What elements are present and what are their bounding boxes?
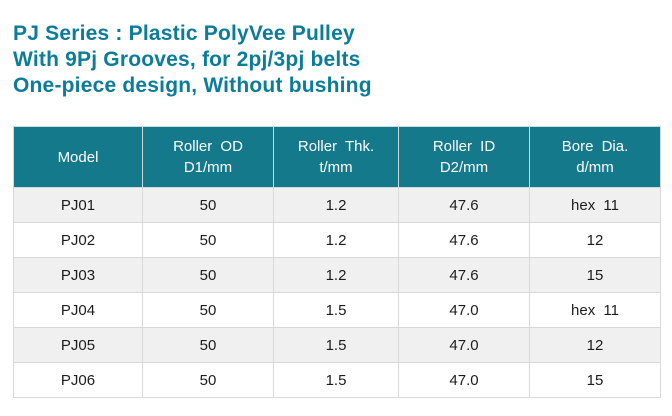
table-cell: 50 (143, 223, 274, 258)
table-cell: 47.0 (399, 363, 530, 398)
column-header-bore-dia (530, 127, 661, 188)
table-cell: 47.6 (399, 188, 530, 223)
table-cell: 15 (530, 258, 661, 293)
column-header-roller-thk (274, 127, 399, 188)
table-cell: 50 (143, 293, 274, 328)
title-line-2: With 9Pj Grooves, for 2pj/3pj belts (13, 48, 361, 71)
table-row (14, 188, 661, 223)
table-cell: 50 (143, 328, 274, 363)
table-cell: 50 (143, 363, 274, 398)
table-cell: 1.2 (274, 223, 399, 258)
table-row (14, 293, 661, 328)
table-cell: PJ02 (14, 223, 143, 258)
table-cell: 1.2 (274, 188, 399, 223)
column-header-unit: d/mm (576, 159, 614, 176)
title-line-1: PJ Series : Plastic PolyVee Pulley (13, 22, 355, 45)
table-cell: 12 (530, 328, 661, 363)
column-header-roller-od (143, 127, 274, 188)
table-row (14, 328, 661, 363)
table-body (14, 188, 661, 398)
column-header-unit: D1/mm (183, 159, 233, 176)
table-cell: PJ05 (14, 328, 143, 363)
table-cell: 50 (143, 188, 274, 223)
column-header-label: Roller OD (173, 138, 243, 155)
table-header-row (14, 127, 661, 188)
column-header-unit: t/mm (319, 159, 353, 176)
column-header-unit: D2/mm (439, 159, 489, 176)
table-cell: 1.5 (274, 363, 399, 398)
pj-series-spec-table (13, 126, 661, 398)
column-header-label: Model (57, 148, 99, 166)
column-header-roller-id (399, 127, 530, 188)
column-header-label: Roller ID (432, 138, 496, 155)
table-cell: 47.0 (399, 293, 530, 328)
table-cell: 15 (530, 363, 661, 398)
table-cell: PJ03 (14, 258, 143, 293)
table-cell: PJ01 (14, 188, 143, 223)
table-cell: 47.6 (399, 223, 530, 258)
column-header-label: Roller Thk. (297, 138, 375, 155)
table-row (14, 223, 661, 258)
table-cell: 12 (530, 223, 661, 258)
table-cell: 1.5 (274, 328, 399, 363)
table-cell: hex 11 (530, 293, 661, 328)
table-row (14, 363, 661, 398)
table-cell: 50 (143, 258, 274, 293)
table-cell: 1.2 (274, 258, 399, 293)
table-cell: PJ04 (14, 293, 143, 328)
page-title (13, 21, 372, 99)
table-cell: hex 11 (530, 188, 661, 223)
column-header-label: Bore Dia. (561, 138, 629, 155)
table-cell: PJ06 (14, 363, 143, 398)
table-cell: 1.5 (274, 293, 399, 328)
column-header-model (14, 127, 143, 188)
table-cell: 47.0 (399, 328, 530, 363)
title-line-3: One-piece design, Without bushing (13, 74, 372, 97)
table-cell: 47.6 (399, 258, 530, 293)
table-row (14, 258, 661, 293)
